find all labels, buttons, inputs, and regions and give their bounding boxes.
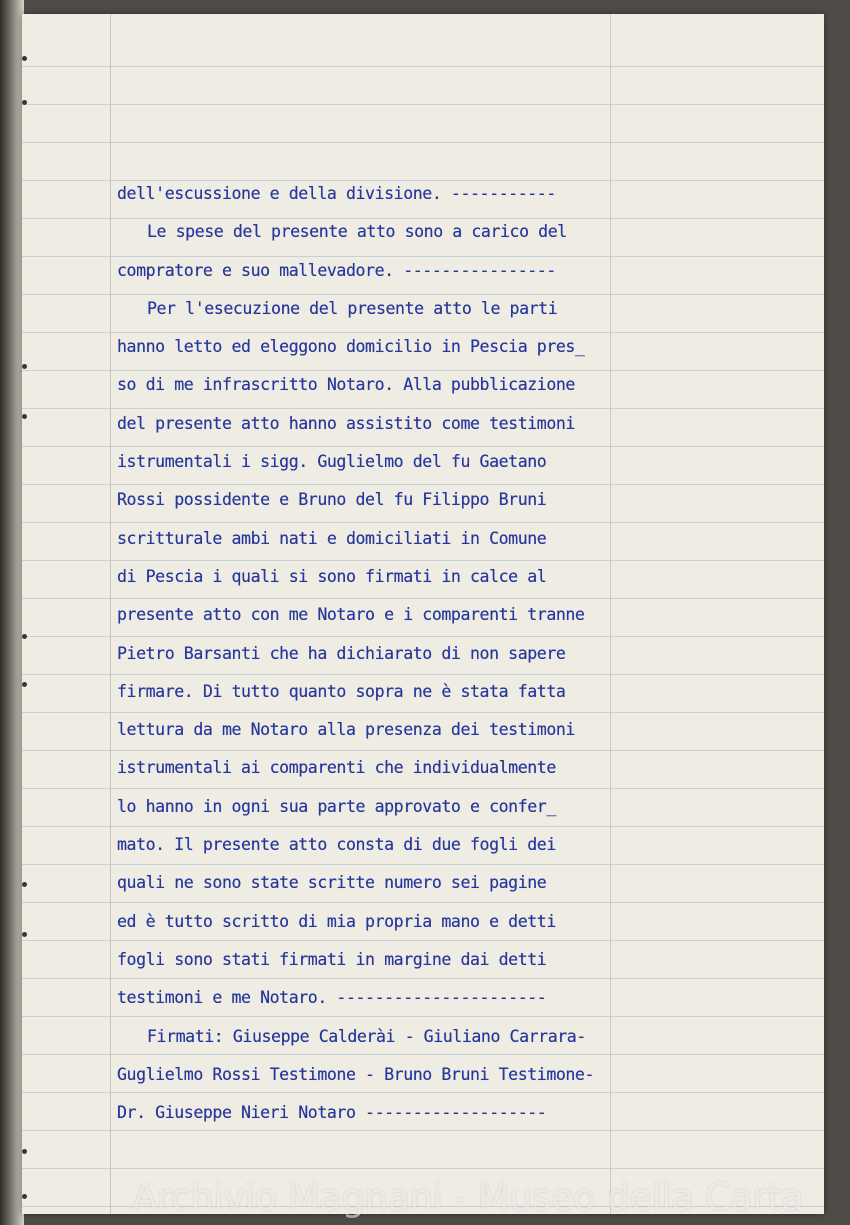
text-line: Pietro Barsanti che ha dichiarato di non sapere [117, 643, 566, 663]
text-line: scritturale ambi nati e domiciliati in Comune [117, 528, 547, 548]
binding-hole [22, 56, 27, 61]
text-line: Guglielmo Rossi Testimone - Bruno Bruni Testimone- [117, 1064, 595, 1084]
binding-hole [22, 364, 27, 369]
binding-edge [0, 0, 24, 1225]
binding-hole [22, 882, 27, 887]
binding-hole [22, 1194, 27, 1199]
text-line: so di me infrascritto Notaro. Alla pubblicazione [117, 375, 575, 395]
binding-hole [22, 932, 27, 937]
text-line: istrumentali ai comparenti che individualmente [117, 758, 556, 778]
binding-hole [22, 100, 27, 105]
text-line: dell'escussione e della divisione. ----------- [117, 184, 556, 203]
left-margin-rule [110, 14, 111, 1214]
text-line: Firmati: Giuseppe Calderài - Giuliano Carrara- [147, 1026, 586, 1046]
binding-hole [22, 414, 27, 419]
typewritten-page [22, 14, 824, 1214]
text-line: firmare. Di tutto quanto sopra ne è stata fatta [117, 681, 566, 701]
text-line: Le spese del presente atto sono a carico del [147, 222, 567, 242]
text-line: presente atto con me Notaro e i comparenti tranne [117, 605, 585, 625]
text-line: mato. Il presente atto consta di due fogli dei [117, 835, 556, 855]
text-line: ed è tutto scritto di mia propria mano e detti [117, 911, 556, 931]
text-line: istrumentali i sigg. Guglielmo del fu Gaetano [117, 452, 547, 472]
archive-watermark: Archivio Magnani - Museo della Carta [132, 1176, 804, 1219]
text-line: hanno letto ed eleggono domicilio in Pescia pres_ [117, 337, 585, 357]
text-line: quali ne sono state scritte numero sei pagine [117, 873, 547, 893]
text-line: lettura da me Notaro alla presenza dei testimoni [117, 720, 575, 740]
text-line: Per l'esecuzione del presente atto le parti [147, 298, 558, 318]
text-line: Dr. Giuseppe Nieri Notaro ------------------- [117, 1103, 547, 1123]
binding-hole [22, 634, 27, 639]
binding-hole [22, 682, 27, 687]
text-line: fogli sono stati firmati in margine dai detti [117, 949, 547, 969]
text-line: testimoni e me Notaro. ---------------------- [117, 988, 547, 1008]
text-line: compratore e suo mallevadore. ---------------- [117, 260, 556, 280]
document-body [117, 175, 677, 1132]
text-line: Rossi possidente e Bruno del fu Filippo Bruni [117, 490, 547, 510]
binding-hole [22, 1149, 27, 1154]
text-line: lo hanno in ogni sua parte approvato e confer_ [117, 796, 556, 816]
text-line: del presente atto hanno assistito come testimoni [117, 413, 575, 433]
text-line: di Pescia i quali si sono firmati in calce al [117, 566, 547, 586]
